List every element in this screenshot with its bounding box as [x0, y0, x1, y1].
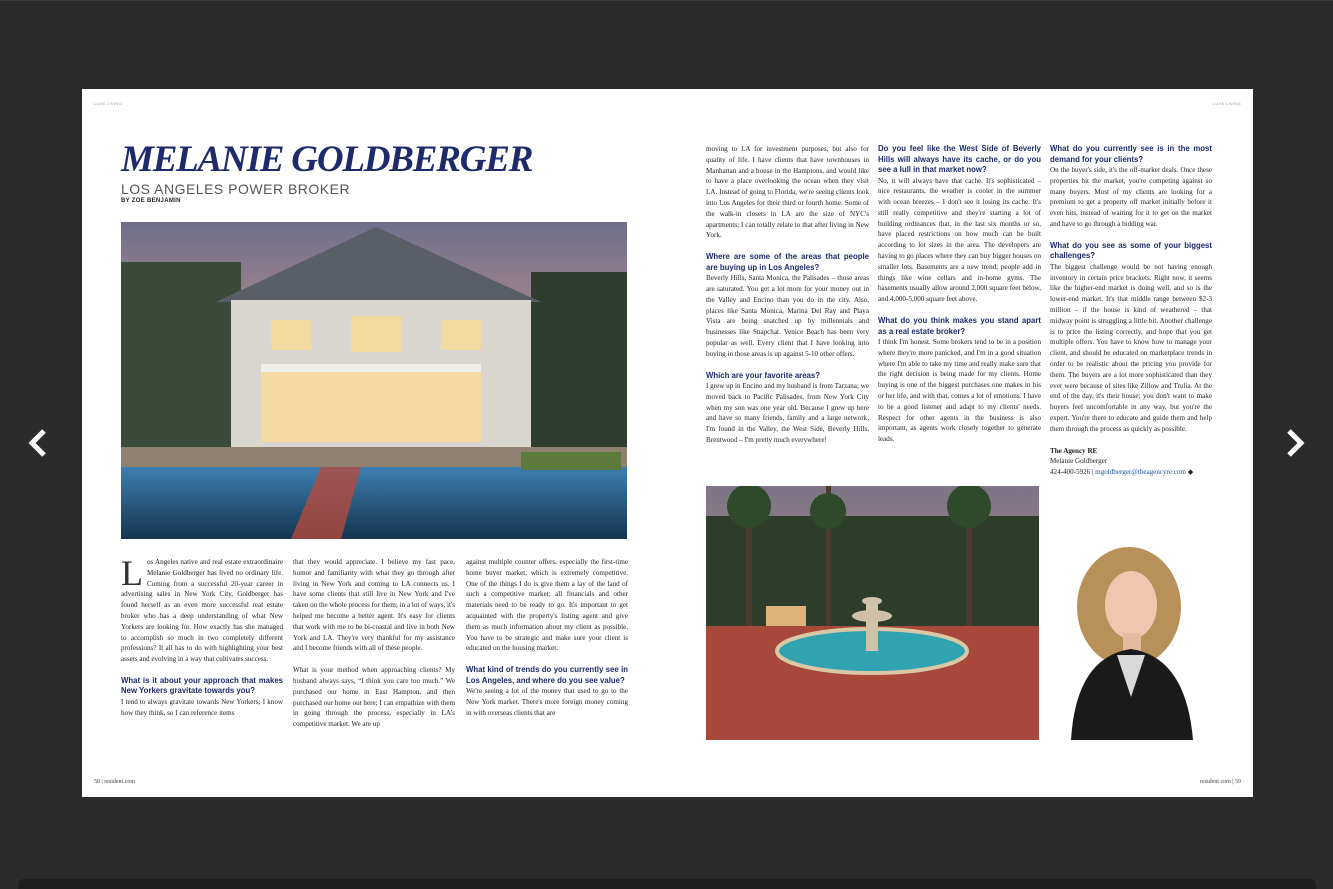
answer-paragraph: I think I'm honest. Some brokers tend to be in a position where they're more panicked, and I'm in a good situation where I'm able to take my time and really make sure that the right decision is being made for my clients. Home buying is one of the biggest purchases one makes in his or her life, and with that, comes a lot of emotions. I have to be a good listener and adapt to my clients' needs. Respect for other agents in the business is also important, as agents work closely together to generate leads.: [878, 338, 1041, 444]
article-title: MELANIE GOLDBERGER: [121, 139, 533, 180]
contact-email-link[interactable]: mgoldberger@theagencyre.com: [1095, 468, 1187, 477]
question-heading: What kind of trends do you currently see in Los Angeles, and where do you see value?: [466, 665, 628, 685]
left-column-1: [121, 557, 283, 747]
page-number: resident.com | 59: [1199, 779, 1241, 785]
answer-paragraph: We're seeing a lot of the money that used to go to the New York market. There's more foreign money coming in with overseas clients that are: [466, 687, 628, 717]
intro-paragraph: Los Angeles native and real estate extraordinaire Melanie Goldberger has lived no ordinary life. Coming from a successful 20-year career in advertising sales in New York City, Goldberger has found herself as an even more successful real estate broker who has a deep understanding of what New Yorkers are looking for. How exactly has she managed to accomplish so much in two completely different professions? It all has to do with highlighting your best assets and evolving in a way that cultivates success.: [121, 557, 283, 664]
contact-company: The Agency RE: [1050, 446, 1098, 455]
right-column-3: [1050, 144, 1212, 534]
portrait-photo: [1051, 537, 1211, 740]
house-pool-photo: [121, 222, 627, 539]
question-heading: What do you see as some of your biggest challenges?: [1050, 240, 1212, 261]
question-heading: Do you feel like the West Side of Beverly Hills will always have its cache, or do you see a lull in that market now?: [878, 144, 1041, 174]
article-subtitle: LOS ANGELES POWER BROKER: [121, 181, 351, 197]
contact-name: Melanie Goldberger: [1050, 457, 1108, 466]
left-column-2: [293, 557, 455, 747]
next-page-button[interactable]: [1278, 423, 1312, 463]
chevron-right-icon: [1285, 428, 1305, 458]
courtyard-fountain-photo: [706, 486, 1039, 740]
end-mark: ◆: [1187, 468, 1194, 477]
chevron-left-icon: [28, 428, 48, 458]
answer-paragraph: Beverly Hills, Santa Monica, the Palisades – those areas are saturated. You get a lot more for your money out in the Valley and Encino than you do in the city. Also, places like Santa Monica, Marina Del Ray and Playa Vista are being snatched up by millennials and businesses like Snapchat. Venice Beach has been very popular as well. Every client that I have looking into buying in those areas is up against 5-10 other offers.: [706, 274, 869, 358]
right-page: [668, 89, 1253, 797]
answer-paragraph: The biggest challenge would be not having enough inventory in certain price brackets. Right now, it seems like the higher-end market is doing well, and so is the lower-end market. It's that middle range between $2-3 million – if the house is kind of weathered – that midway point is struggling a little bit. Another challenge is to price the listing correctly, and hope that you get multiple offers. You have to know how to manage your client, and should be educated on marketplace trends in order to be realistic about the pricing you provide for them. The buyers are a lot more sophisticated than they ever were because of sites like Zillow and Trulia. At the end of the day, it's their house; you don't want to make buyers feel uncomfortable in any way, but you're the expert. You're there to educate and guide them and help them through the process as quickly as possible.: [1050, 262, 1212, 433]
contact-phone: 424-400-5926 |: [1050, 468, 1096, 477]
left-column-3: [466, 557, 628, 747]
drop-cap: L: [121, 557, 143, 593]
answer-paragraph: On the buyer's side, it's the off-market deals. Once these properties hit the market, you're competing against so many buyers. Most of my clients are looking for a premium to get a property off market initially before it even hits, instead of waiting for it to get on the market and have to go through a bidding war.: [1050, 166, 1212, 228]
left-page: [82, 89, 667, 797]
answer-paragraph: No, it will always have that cache. It's sophisticated – nice restaurants, the weather is cooler in the summer with ocean breezes – I don't see it losing its cache. It's still really competitive and they're starting a lot of building ordinances that, in the last six months or so, have placed restrictions on how much can be built according to lot sizes in the area. The developers are having to go places where they can buy bigger houses on smaller lots. Basements are a new trend; people add in things like wine cellars and in-home gyms. The basements usually allow around 2,000 square feet below, and 4,000-5,000 square feet above.: [878, 176, 1041, 304]
answer-paragraph: I tend to always gravitate towards New Yorkers; I know how they think, so I can reference items: [121, 697, 283, 717]
body-paragraph: moving to LA for investment purposes, but also for quality of life. I have clients that have townhouses in Manhattan and a house in the Hamptons, and would like to have a place overlooking the ocean when they visit LA. Instead of going to Florida, we're seeing clients look into Los Angeles for their third or fourth home. Some of the walk-in closets in LA are the size of NYC's apartments; I can totally relate to that after living in New York.: [706, 145, 869, 240]
question-heading: What is it about your approach that makes New Yorkers gravitate towards you?: [121, 675, 283, 696]
right-column-1: [706, 144, 869, 476]
running-head: LUXE LIVING: [94, 101, 122, 106]
question-heading: Which are your favorite areas?: [706, 370, 820, 380]
byline: BY ZOE BENJAMIN: [121, 198, 181, 204]
question-heading: What do you think makes you stand apart as a real estate broker?: [878, 316, 1041, 336]
answer-paragraph: I grew up in Encino and my husband is from Tarzana; we moved back to Pacific Palisades, from New York City when my son was one year old. Because I grew up here and have so many friends, family and a large network, I'm found in the Valley, the West Side, Beverly Hills, Brentwood – I'm pretty much everywhere!: [706, 382, 869, 445]
question-heading: What do you currently see is in the most demand for your clients?: [1050, 144, 1212, 164]
previous-page-button[interactable]: [21, 423, 55, 463]
contact-line: [1050, 467, 1212, 478]
body-paragraph: against multiple counter offers, especially the first-time home buyer market, which is extremely competitive. One of the things I do is give them a lay of the land of such a competitive market; all financials and other materials need to be ready to go. It's important to get acquainted with the property's listing agent and give them as much information about my client as possible. You have to be strategic and make sure your client is educated on the housing market.: [466, 558, 628, 653]
question-heading: Where are some of the areas that people are buying up in Los Angeles?: [706, 252, 869, 272]
page-number: 58 | resident.com: [94, 779, 136, 785]
viewer-bottom-bar: [18, 879, 1316, 889]
running-head: LUXE LIVING: [1213, 101, 1241, 106]
body-paragraph: What is your method when approaching clients? My husband always says, “I think you care too much.” We purchased our home in East Hampton, and then purchased our home out here; I can empathize with them in going through the process, especially in LA's competitive market. We are up: [293, 666, 455, 729]
right-column-2: [878, 144, 1041, 476]
body-paragraph: that they would appreciate. I believe my fast pace, humor and familiarity with what they go through after living in New York and coming to LA connects us. I have some clients that still live in New York and I've taken on the whole process for them; in a lot of ways, it's helped me become a better agent. It's easy for clients that work with me to be bi-coastal and live in both New York and LA. They're very thankful for my assistance and I become friends with all of these people.: [293, 558, 455, 653]
magazine-spread: [82, 89, 1253, 797]
